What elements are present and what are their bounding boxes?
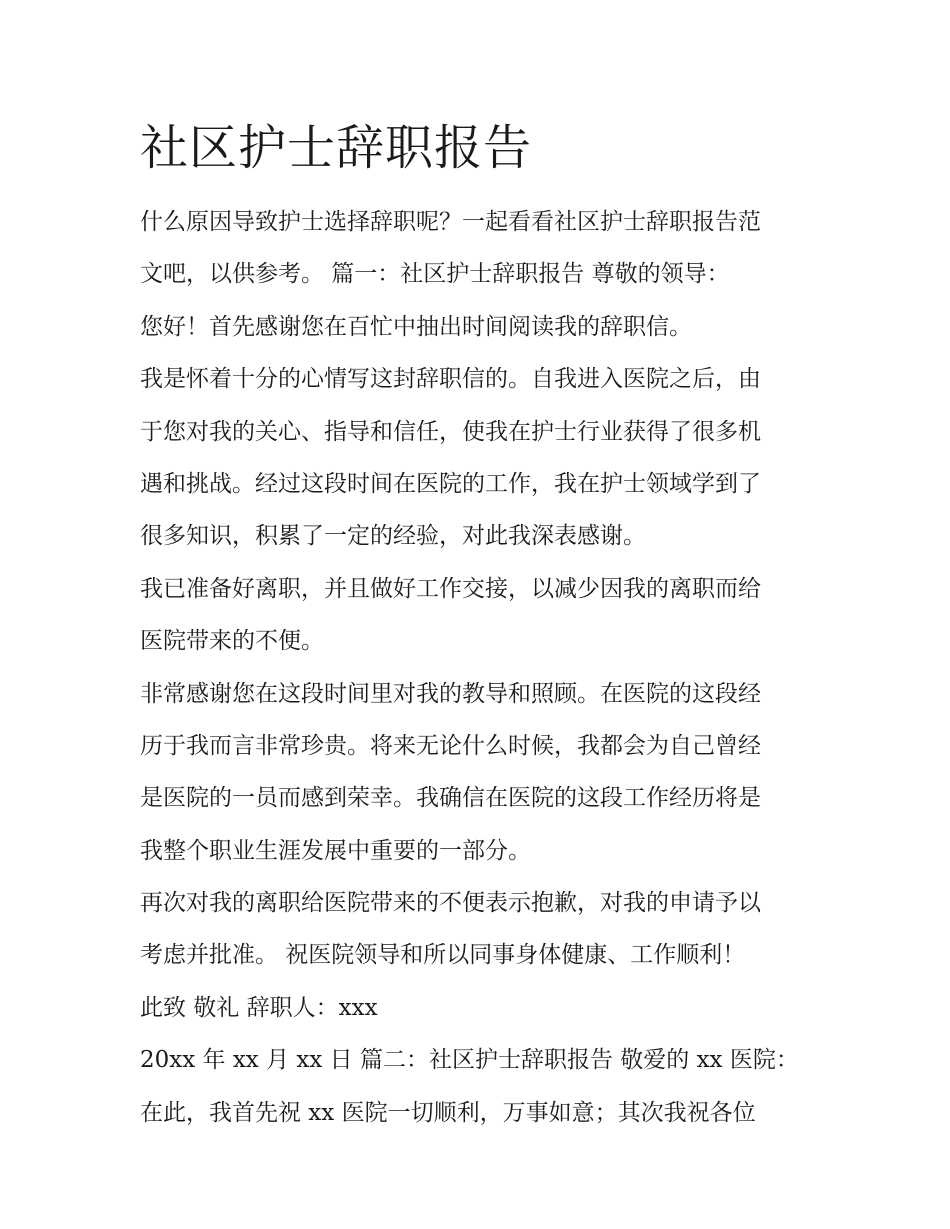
body-line: 于您对我的关心、指导和信任，使我在护士行业获得了很多机 <box>140 418 761 445</box>
body-line: 什么原因导致护士选择辞职呢？一起看看社区护士辞职报告范 <box>140 209 761 235</box>
body-line: 20xx 年 xx 月 xx 日 篇二：社区护士辞职报告 敬爱的 xx 医院： <box>140 1047 799 1074</box>
document-title: 社区护士辞职报告 <box>140 120 533 176</box>
body-line: 医院带来的不便。 <box>140 628 324 655</box>
body-line: 在此，我首先祝 xx 医院一切顺利，万事如意；其次我祝各位 <box>140 1099 756 1126</box>
body-line: 我是怀着十分的心情写这封辞职信的。自我进入医院之后，由 <box>140 366 761 393</box>
body-line: 很多知识，积累了一定的经验，对此我深表感谢。 <box>140 523 646 550</box>
body-line: 遇和挑战。经过这段时间在医院的工作，我在护士领域学到了 <box>140 470 761 497</box>
body-line: 文吧，以供参考。 篇一：社区护士辞职报告 尊敬的领导： <box>140 261 730 288</box>
body-line: 我整个职业生涯发展中重要的一部分。 <box>140 837 531 864</box>
body-line: 是医院的一员而感到荣幸。我确信在医院的这段工作经历将是 <box>140 785 761 812</box>
body-line: 您好！首先感谢您在百忙中抽出时间阅读我的辞职信。 <box>140 313 692 340</box>
body-line: 历于我而言非常珍贵。将来无论什么时候，我都会为自己曾经 <box>140 732 761 759</box>
body-line: 考虑并批准。 祝医院领导和所以同事身体健康、工作顺利！ <box>140 942 746 969</box>
body-line: 非常感谢您在这段时间里对我的教导和照顾。在医院的这段经 <box>140 680 761 707</box>
body-line: 我已准备好离职，并且做好工作交接，以减少因我的离职而给 <box>140 575 761 602</box>
document-body <box>140 196 820 1139</box>
body-line: 再次对我的离职给医院带来的不便表示抱歉，对我的申请予以 <box>140 890 761 917</box>
body-line: 此致 敬礼 辞职人：xxx <box>140 994 378 1021</box>
